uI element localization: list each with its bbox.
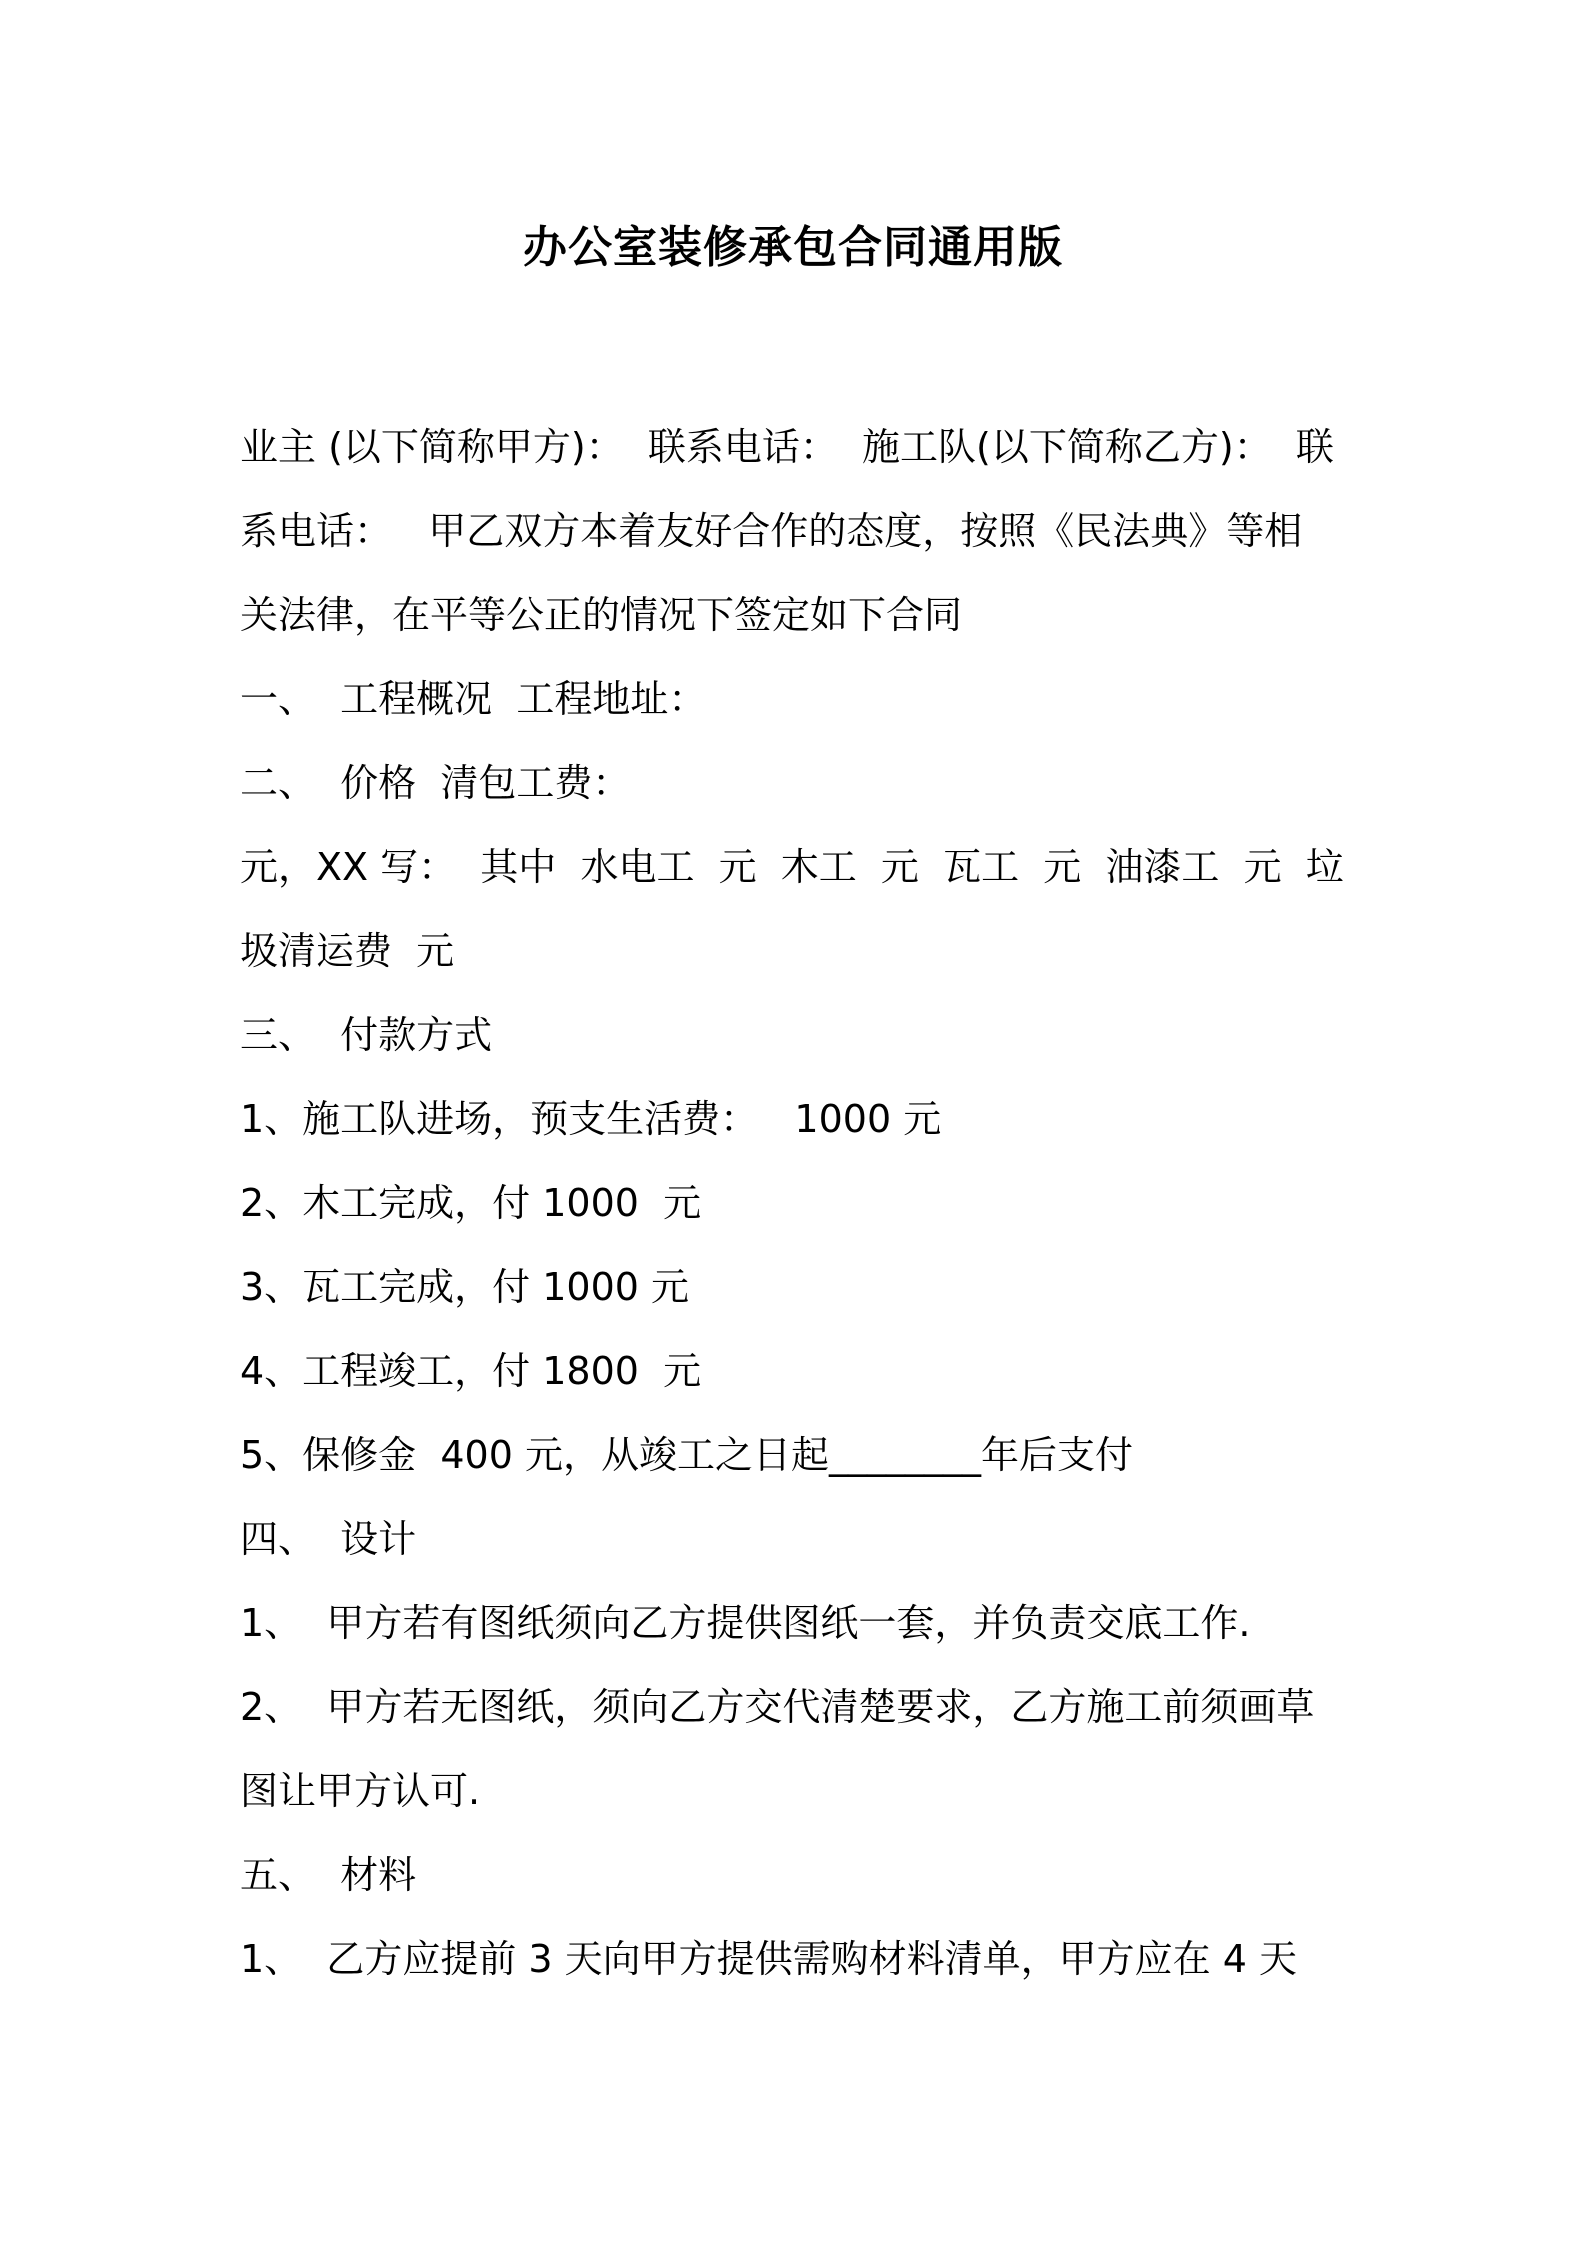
- paragraph-line-text: 元，XX 写： 其中 水电工 元 木工 元 瓦工 元 油漆工 元 垃: [240, 845, 1344, 889]
- payment-item-5: 5、保修金 400 元，从竣工之日起________年后支付: [240, 1433, 1133, 1477]
- material-item-1: [240, 1917, 1355, 2001]
- paragraph-line-text: 2、 甲方若无图纸，须向乙方交代清楚要求，乙方施工前须画草: [240, 1685, 1315, 1729]
- section-heading-3: 三、 付款方式: [240, 1013, 493, 1057]
- paragraph-line-1: [240, 405, 1355, 489]
- payment-item-1: 1、施工队进场，预支生活费： 1000 元: [240, 1097, 942, 1141]
- paragraph-line-3: 关法律，在平等公正的情况下签定如下合同: [240, 593, 963, 637]
- section-heading-1: 一、 工程概况 工程地址：: [240, 677, 707, 721]
- price-breakdown-line-2: 圾清运费 元: [240, 929, 455, 973]
- payment-item-4: 4、工程竣工，付 1800 元: [240, 1349, 702, 1393]
- design-item-2: [240, 1665, 1355, 1749]
- payment-item-3: 3、瓦工完成，付 1000 元: [240, 1265, 690, 1309]
- document-title: 办公室装修承包合同通用版: [523, 222, 1063, 273]
- paragraph-line-2: [240, 489, 1355, 573]
- section-heading-4: 四、 设计: [240, 1517, 417, 1561]
- paragraph-line-text: 系电话： 甲乙双方本着友好合作的态度，按照《民法典》等相: [240, 509, 1303, 553]
- section-heading-5: 五、 材料: [240, 1853, 417, 1897]
- document-body: [240, 405, 1355, 2001]
- paragraph-line-text: 1、 乙方应提前 3 天向甲方提供需购材料清单，甲方应在 4 天: [240, 1937, 1298, 1981]
- payment-item-2: 2、木工完成，付 1000 元: [240, 1181, 702, 1225]
- section-heading-2: 二、 价格 清包工费：: [240, 761, 631, 805]
- design-item-1: 1、 甲方若有图纸须向乙方提供图纸一套，并负责交底工作.: [240, 1601, 1251, 1645]
- price-breakdown-line: [240, 825, 1355, 909]
- paragraph-line-text: 业主 (以下简称甲方)： 联系电话： 施工队(以下简称乙方)： 联: [240, 425, 1334, 469]
- design-item-2-cont: 图让甲方认可.: [240, 1769, 481, 1813]
